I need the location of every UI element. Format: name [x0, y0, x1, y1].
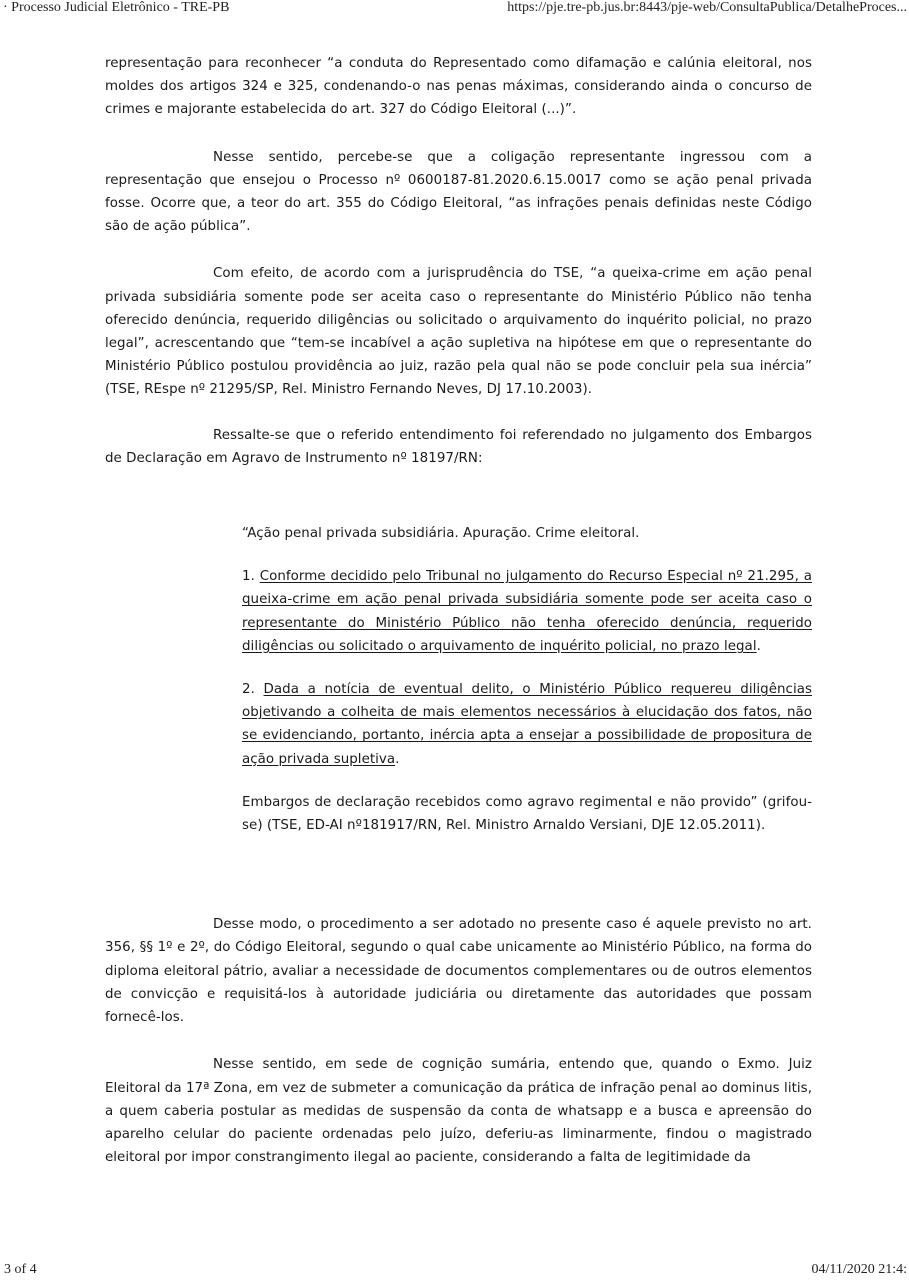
paragraph-2: Nesse sentido, percebe-se que a coligação representante ingressou com a representação que ensejou o Processo nº 0600187-81.2020.6.15.0017 como se ação penal privada fosse. Ocorre que, a teor do art. 355 do Código Eleitoral, “as infrações penais definidas neste Código são de ação pública”.: [105, 149, 812, 235]
quote-item-1: [242, 565, 812, 658]
block-quote: [242, 522, 812, 837]
paragraph-5: Desse modo, o procedimento a ser adotado no presente caso é aquele previsto no art. 356, §§ 1º e 2º, do Código Eleitoral, segundo o qual cabe unicamente ao Ministério Público, na forma do diploma eleitoral pátrio, avaliar a necessidade de documentos complementares ou de outros elementos de convicção e requisitá-los à autoridade judiciária ou diretamente das autoridades que possam fornecê-los.: [105, 917, 812, 1026]
quote-item-2-end: .: [395, 751, 400, 767]
quote-item-1-underlined: Conforme decidido pelo Tribunal no julgamento do Recurso Especial nº 21.295, a queixa-crime em ação penal privada subsidiária somente pode ser aceita caso o representante do Ministério Público não tenha oferecido denúncia, requerido diligências ou solicitado o arquivamento de inquérito policial, no prazo legal: [242, 569, 812, 654]
paragraph-1: representação para reconhecer “a conduta do Representado como difamação e calúnia eleitoral, nos moldes dos artigos 324 e 325, condenando-o nas penas máximas, considerando ainda o concurso de crimes e majorante estabelecida do art. 327 do Código Eleitoral (...)”.: [105, 56, 812, 118]
quote-heading: “Ação penal privada subsidiária. Apuração. Crime eleitoral.: [242, 526, 640, 542]
document-body: [105, 52, 812, 1169]
quote-item-2: [242, 678, 812, 771]
quote-item-1-number: 1.: [242, 569, 260, 585]
quote-item-2-underlined: Dada a notícia de eventual delito, o Ministério Público requereu diligências objetivando a colheita de mais elementos necessários à elucidação dos fatos, não se evidenciando, portanto, inércia apta a ensejar a possibilidade de propositura de ação privada supletiva: [242, 682, 812, 767]
quote-item-2-number: 2.: [242, 682, 264, 698]
paragraph-3: Com efeito, de acordo com a jurisprudência do TSE, “a queixa-crime em ação penal privada subsidiária somente pode ser aceita caso o representante do Ministério Público não tenha oferecido denúncia, requerido diligências ou solicitado o arquivamento do inquérito policial, no prazo legal”, acrescentando que “tem-se incabível a ação supletiva na hipótese em que o representante do Ministério Público postulou providência ao juiz, razão pela qual não se pode concluir pela sua inércia” (TSE, REspe nº 21295/SP, Rel. Ministro Fernando Neves, DJ 17.10.2003).: [105, 266, 812, 398]
paragraph-4: Ressalte-se que o referido entendimento foi referendado no julgamento dos Embargos de Declaração em Agravo de Instrumento nº 18197/RN:: [105, 427, 812, 466]
print-timestamp: 04/11/2020 21:4:: [811, 1262, 907, 1277]
page-counter: 3 of 4: [4, 1262, 37, 1277]
quote-item-1-end: .: [756, 638, 761, 654]
print-header: [0, 0, 909, 22]
quote-closing: Embargos de declaração recebidos como agravo regimental e não provido” (grifou-se) (TSE, ED-AI nº181917/RN, Rel. Ministro Arnaldo Versiani, DJE 12.05.2011).: [242, 794, 812, 834]
paragraph-6: Nesse sentido, em sede de cognição sumária, entendo que, quando o Exmo. Juiz Eleitoral da 17ª Zona, em vez de submeter a comunicação da prática de infração penal ao dominus litis, a quem caberia postular as medidas de suspensão da conta de whatsapp e a busca e apreensão do aparelho celular do paciente ordenadas pelo juízo, deferiu-as liminarmente, findou o magistrado eleitoral por impor constrangimento ilegal ao paciente, considerando a falta de legitimidade da: [105, 1057, 812, 1166]
print-footer: [0, 1262, 909, 1280]
print-header-url: https://pje.tre-pb.jus.br:8443/pje-web/ConsultaPublica/DetalheProces...: [507, 0, 907, 15]
print-header-title: · Processo Judicial Eletrônico - TRE-PB: [3, 0, 230, 15]
